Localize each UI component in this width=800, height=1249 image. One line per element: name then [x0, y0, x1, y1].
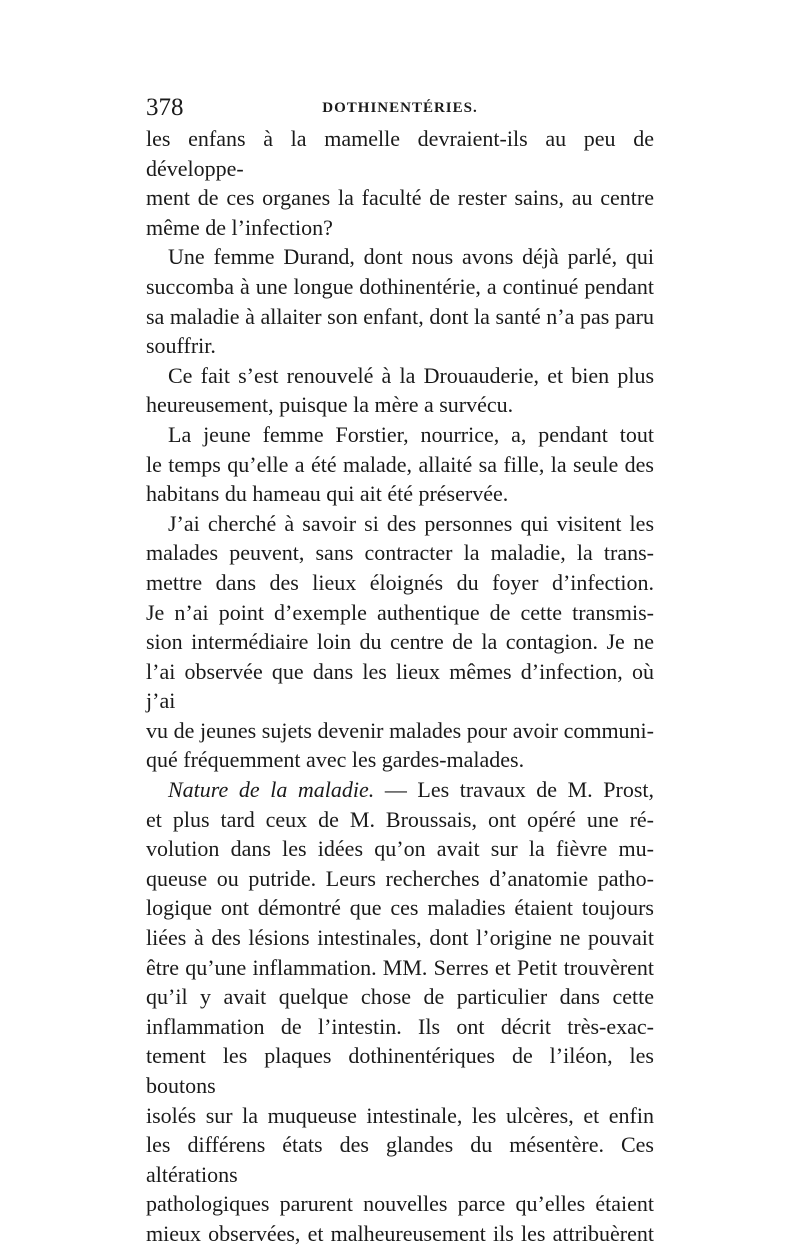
text-line: sion intermédiaire loin du centre de la contagion. Je ne: [146, 629, 654, 655]
text-line: qu’il y avait quelque chose de particulier dans cette: [146, 984, 654, 1010]
text-line: succomba à une longue dothinentérie, a continué pendant: [146, 273, 654, 299]
text-line: ment de ces organes la faculté de rester sains, au centre: [146, 185, 654, 211]
paragraph: [146, 124, 654, 213]
paragraph: [146, 509, 654, 746]
text-line: Ce fait s’est renouvelé à la Drouauderie, et bien plus: [168, 362, 654, 388]
text-line: J’ai cherché à savoir si des personnes qui visitent les: [168, 510, 654, 536]
text-line: l’ai observée que dans les lieux mêmes d’infection, où j’ai: [146, 658, 654, 714]
text-line: tement les plaques dothinentériques de l’iléon, les boutons: [146, 1043, 654, 1098]
text-line: mieux observées, et malheureusement ils les attribuèrent: [146, 1220, 654, 1246]
text-line: La jeune femme Forstier, nourrice, a, pendant tout: [168, 421, 654, 447]
text-line: malades peuvent, sans contracter la maladie, la trans-: [146, 540, 654, 566]
paragraph-end: [146, 479, 654, 509]
text-line: Une femme Durand, dont nous avons déjà parlé, qui: [168, 244, 654, 270]
text-line: liées à des lésions intestinales, dont l’origine ne pouvait: [146, 925, 654, 951]
text-line: pathologiques parurent nouvelles parce qu’elles étaient: [146, 1191, 654, 1217]
text-line: sa maladie à allaiter son enfant, dont la santé n’a pas paru: [146, 303, 654, 329]
paragraph-end: [146, 213, 654, 243]
text-line: logique ont démontré que ces maladies étaient toujours: [146, 895, 654, 921]
text-line: — Les travaux de M. Prost,: [374, 777, 654, 803]
paragraph-end: [146, 331, 654, 361]
running-title: DOTHINENTÉRIES.: [322, 100, 478, 116]
text-line: être qu’une inflammation. MM. Serres et Petit trouvèrent: [146, 954, 654, 980]
text-line: et plus tard ceux de M. Broussais, ont opéré une ré-: [146, 806, 654, 832]
paragraph: [146, 775, 654, 1249]
page-number: 378: [146, 94, 184, 121]
text-line: souffrir.: [146, 333, 216, 359]
page-header: [146, 94, 654, 124]
text-line: isolés sur la muqueuse intestinale, les ulcères, et enfin: [146, 1102, 654, 1128]
text-line: les différens états des glandes du mésentère. Ces altérations: [146, 1132, 654, 1187]
text-line: le temps qu’elle a été malade, allaité sa fille, la seule des: [146, 451, 654, 477]
text-line: même de l’infection?: [146, 214, 333, 240]
paragraph-end: [146, 745, 654, 775]
paragraph-end: [146, 390, 654, 420]
paragraph: [146, 361, 654, 391]
paragraph: [146, 242, 654, 331]
text-line: queuse ou putride. Leurs recherches d’anatomie patho-: [146, 865, 654, 891]
paragraph: [146, 420, 654, 479]
section-heading: Nature de la maladie.: [168, 777, 375, 803]
text-line: volution dans les idées qu’on avait sur la fièvre mu-: [146, 836, 654, 862]
text-line: qué fréquemment avec les gardes-malades.: [146, 747, 525, 773]
text-line: vu de jeunes sujets devenir malades pour avoir communi-: [146, 717, 654, 743]
text-line: les enfans à la mamelle devraient-ils au peu de développe-: [146, 126, 654, 181]
body-text: [146, 124, 654, 1249]
text-line: Je n’ai point d’exemple authentique de cette transmis-: [146, 599, 654, 625]
text-line: mettre dans des lieux éloignés du foyer d’infection.: [146, 569, 654, 595]
text-line: inflammation de l’intestin. Ils ont décrit très-exac-: [146, 1013, 654, 1039]
text-line: heureusement, puisque la mère a survécu.: [146, 392, 514, 418]
text-line: habitans du hameau qui ait été préservée.: [146, 481, 509, 507]
